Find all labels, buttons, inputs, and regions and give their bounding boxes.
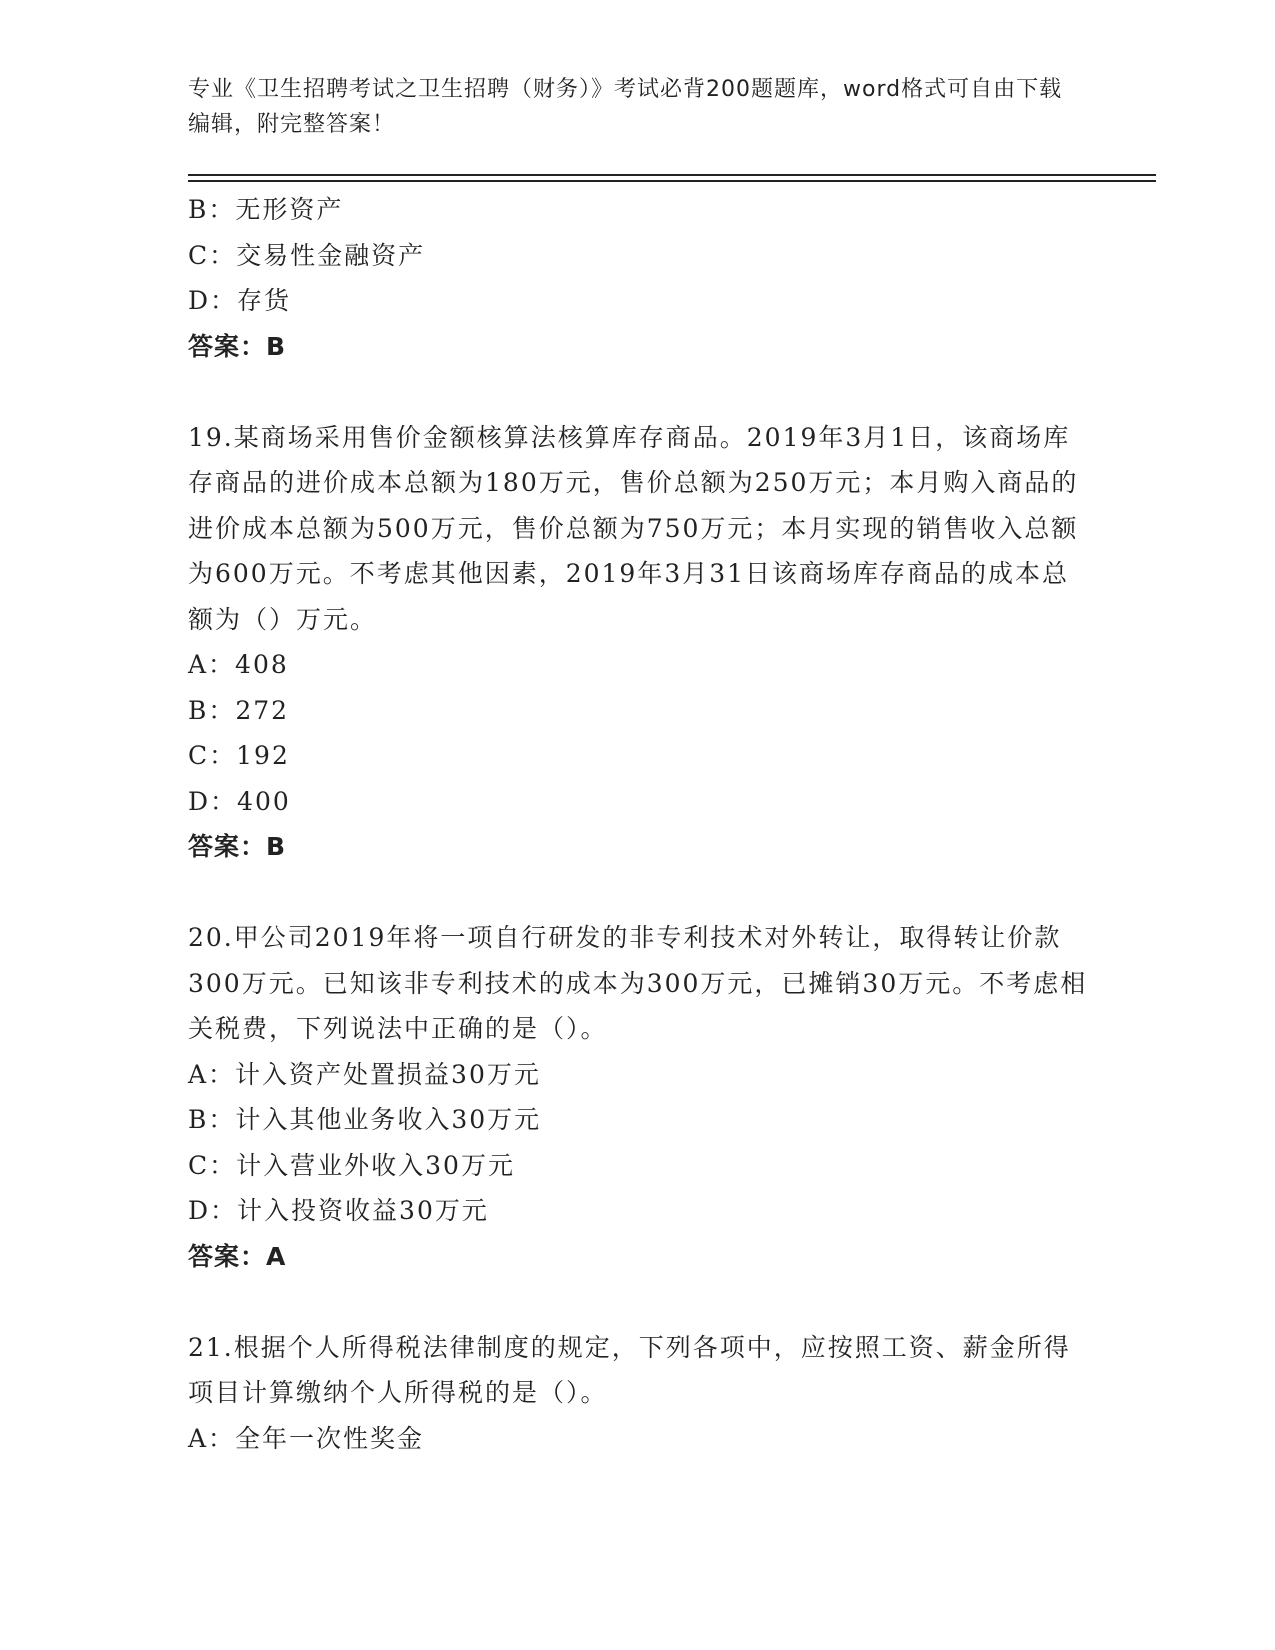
question-stem: 19.某商场采用售价金额核算法核算库存商品。2019年3月1日，该商场库存商品的进价成本总额为180万元，售价总额为250万元；本月购入商品的进价成本总额为500万元，售价总额为750万元；本月实现的销售收入总额为600万元。不考虑其他因素，2019年3月31日该商场库存商品的成本总额为（）万元。 (188, 422, 1079, 634)
question-stem: 20.甲公司2019年将一项自行研发的非专利技术对外转让，取得转让价款300万元。已知该非专利技术的成本为300万元，已摊销30万元。不考虑相关税费，下列说法中正确的是（）。 (188, 923, 1088, 1043)
question-list (188, 187, 1088, 1461)
option-c: C：192 (188, 741, 290, 770)
spacer (188, 1279, 1088, 1325)
answer: 答案：B (188, 832, 287, 861)
option-c: C：交易性金融资产 (188, 240, 426, 270)
question-20 (188, 915, 1088, 1279)
header-divider-top (188, 174, 1156, 176)
question-19 (188, 415, 1088, 870)
answer: 答案：B (188, 331, 287, 361)
spacer (188, 870, 1088, 916)
question-stem: 21.根据个人所得税法律制度的规定，下列各项中，应按照工资、薪金所得项目计算缴纳个人所得税的是（）。 (188, 1332, 1071, 1407)
option-d: D：存货 (188, 286, 292, 315)
answer: 答案：A (188, 1241, 287, 1271)
question-18-continued (188, 187, 1088, 369)
header-divider-bottom (188, 180, 1156, 182)
question-21 (188, 1325, 1088, 1462)
option-b: B：计入其他业务收入30万元 (188, 1105, 542, 1134)
option-a: A：计入资产处置损益30万元 (188, 1059, 541, 1089)
spacer (188, 369, 1088, 415)
option-a: A：408 (188, 650, 289, 679)
option-a: A：全年一次性奖金 (188, 1423, 425, 1453)
option-b: B：无形资产 (188, 195, 344, 224)
option-d: D：400 (188, 786, 291, 816)
option-d: D：计入投资收益30万元 (188, 1196, 489, 1225)
option-b: B：272 (188, 695, 290, 725)
option-c: C：计入营业外收入30万元 (188, 1150, 515, 1180)
document-header: 专业《卫生招聘考试之卫生招聘（财务）》考试必背200题题库，word格式可自由下载编辑，附完整答案！ (188, 77, 1063, 137)
